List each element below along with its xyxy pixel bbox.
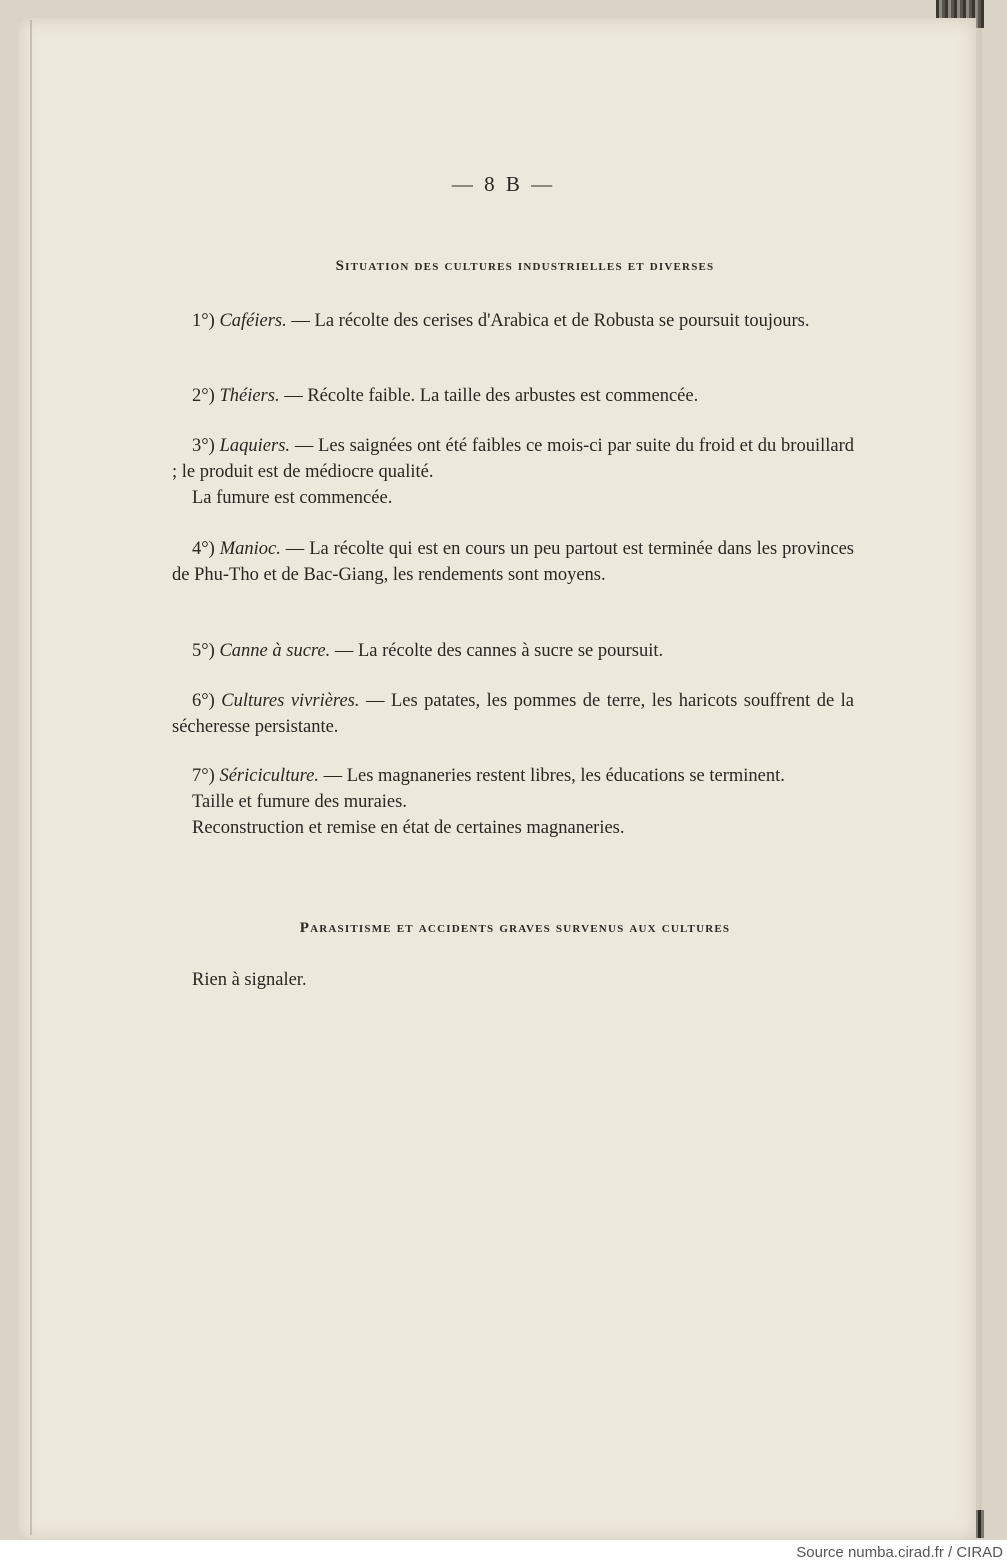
page-fold-line — [30, 20, 32, 1535]
item-number: 7°) — [192, 766, 220, 786]
item-number: 6°) — [192, 691, 222, 711]
item-extra-line: Reconstruction et remise en état de certaines magnaneries. — [192, 818, 625, 838]
item-number: 2°) — [192, 386, 220, 406]
item-text: — La récolte des cannes à sucre se poursuit. — [334, 641, 664, 661]
list-item — [172, 638, 854, 664]
item-extra-line: La fumure est commencée. — [192, 488, 393, 508]
item-text: — La récolte qui est en cours un peu partout est terminée dans les provinces de Phu-Tho et de Bac-Giang, les rendements sont moyens. — [172, 539, 854, 585]
item-title: Manioc. — [219, 539, 281, 559]
section-text-rien: Rien à signaler. — [192, 970, 307, 990]
item-text: — La récolte des cerises d'Arabica et de Robusta se poursuit toujours. — [291, 311, 810, 331]
item-text: — Les patates, les pommes de terre, les haricots souffrent de la sécheresse persistante. — [172, 691, 854, 737]
item-number: 5°) — [192, 641, 220, 661]
list-item — [172, 308, 854, 334]
item-title: Cultures vivrières. — [221, 691, 360, 711]
list-item — [172, 383, 854, 409]
item-extra-line: Taille et fumure des muraies. — [192, 792, 407, 812]
item-title: Théiers. — [219, 386, 280, 406]
item-number: 1°) — [192, 311, 220, 331]
item-text: — Récolte faible. La taille des arbustes est commencée. — [284, 386, 699, 406]
item-title: Laquiers. — [219, 436, 291, 456]
section-heading-parasitisme: Parasitisme et accidents graves survenus aux cultures — [299, 920, 731, 936]
item-text: — Les saignées ont été faibles ce mois-ci par suite du froid et du brouillard ; le produit est de médiocre qualité. — [172, 436, 855, 482]
list-item — [172, 433, 854, 511]
source-caption: Source numba.cirad.fr / CIRAD — [796, 1544, 1003, 1561]
item-number: 3°) — [192, 436, 220, 456]
item-text: — Les magnaneries restent libres, les éducations se terminent. — [323, 766, 785, 786]
item-title: Caféiers. — [219, 311, 287, 331]
section-heading-cultures: Situation des cultures industrielles et diverses — [335, 258, 715, 274]
item-title: Sériciculture. — [219, 766, 319, 786]
list-item — [172, 763, 854, 841]
list-item — [172, 688, 854, 740]
page-number: — 8 B — — [451, 172, 556, 196]
item-title: Canne à sucre. — [219, 641, 331, 661]
list-item — [172, 536, 854, 588]
item-number: 4°) — [192, 539, 220, 559]
